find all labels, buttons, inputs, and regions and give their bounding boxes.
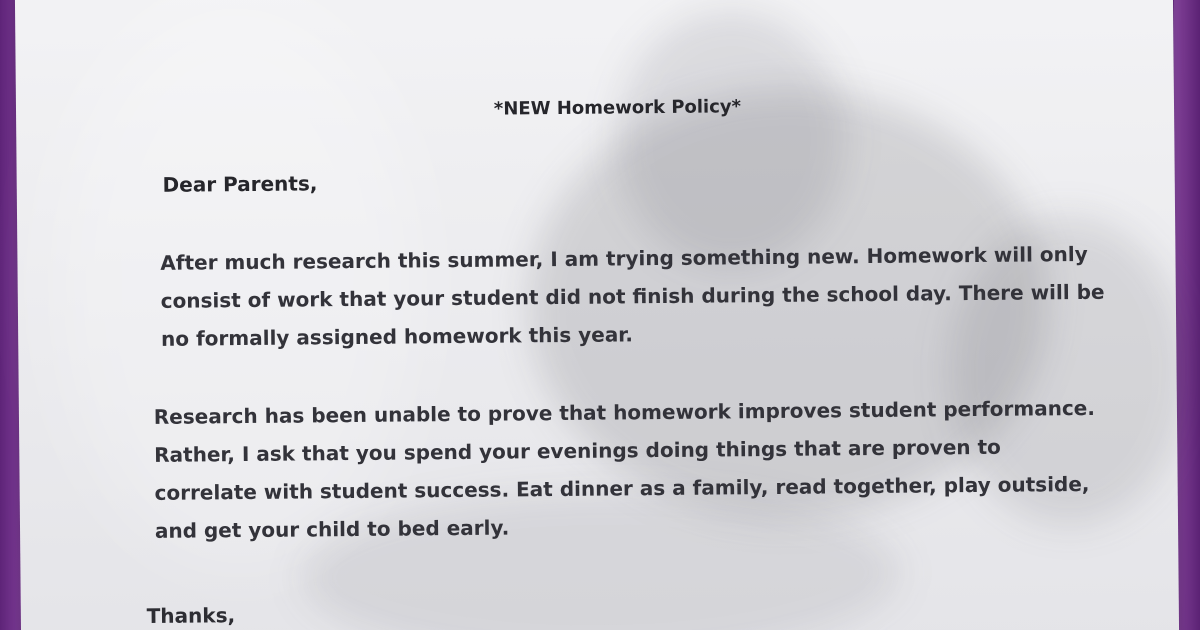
paragraph-research [154, 389, 1097, 550]
letter-title: *NEW Homework Policy* [493, 96, 742, 120]
paragraph-line: correlate with student success. Eat dinner as a family, read together, play outside, [154, 471, 1090, 505]
paragraph-homework-change [160, 235, 1105, 358]
paragraph-line: and get your child to bed early. [154, 515, 510, 543]
paragraph-line: consist of work that your student did not finish during the school day. There will be [160, 279, 1105, 313]
letter-signoff: Thanks, [146, 603, 236, 628]
paragraph-line: Research has been unable to prove that homework improves student performance. [153, 395, 1096, 429]
letter-greeting: Dear Parents, [162, 171, 318, 197]
paragraph-line: After much research this summer, I am trying something new. Homework will only [160, 241, 1088, 275]
paragraph-line: Rather, I ask that you spend your evenings doing things that are proven to [154, 434, 1001, 467]
paragraph-line: no formally assigned homework this year. [160, 322, 633, 351]
